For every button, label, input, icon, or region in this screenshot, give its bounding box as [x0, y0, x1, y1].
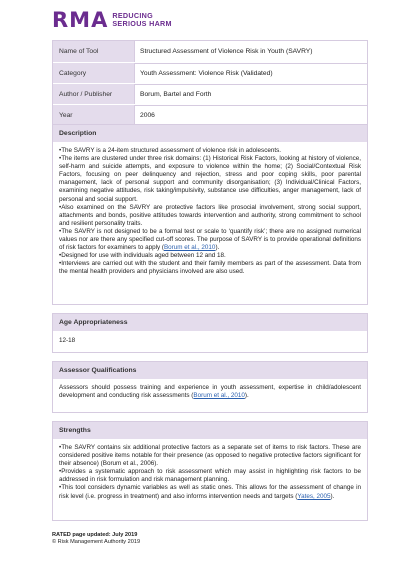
strengths-section — [52, 421, 368, 521]
citation-link[interactable]: Yates, 2005 — [297, 492, 331, 500]
qualifications-body: Assessors should possess training and experience in youth assessment, expertise in child/adolescent development and conducting risk assessments ( — [59, 384, 361, 400]
section-body — [53, 379, 367, 405]
updated-date: RATED page updated: July 2019 — [52, 532, 138, 538]
info-value: Structured Assessment of Violence Risk in Youth (SAVRY) — [134, 41, 367, 62]
description-bullet — [59, 228, 361, 252]
logo-tagline — [112, 12, 172, 28]
description-bullet: •The SAVRY is a 24-item structured assessment of violence risk in adolescents. — [59, 147, 281, 154]
description-bullet: •Also examined on the SAVRY are protective factors like prosocial involvement, strong social support, attachments and bonds, positive attitudes towards intervention and authority, strong commitment to school and resilient personality traits. — [59, 203, 361, 227]
section-heading: Strengths — [53, 422, 367, 439]
header — [52, 9, 172, 31]
bullet-text: •The SAVRY is not designed to be a formal test or scale to ‘quantify risk’; there are no assigned numerical values nor are there any specified cut-off scores. The purpose of SAVRY is to provide operational definitions of risk factors for examiners to apply ( — [59, 227, 361, 252]
strengths-bullet: •The SAVRY contains six additional protective factors as a separate set of items to risk factors. These are considered positive items notable for their presence (as opposed to negative protective factors significant for their absence) (Borum et al., 2006). — [59, 444, 361, 468]
strengths-bullet: •Provides a systematic approach to risk assessment which may assist in highlighting risk factors to be addressed in risk formulation and risk management planning. — [59, 468, 361, 484]
info-row-author — [53, 84, 367, 105]
bullet-text: •This tool considers dynamic variables as well as static ones. This allows for the assessment of change in risk level (i.e. progress in treatment) and also informs intervention needs and targets ( — [59, 484, 361, 500]
info-value: Youth Assessment: Violence Risk (Validated) — [134, 63, 367, 83]
rma-logo: RMA — [52, 8, 109, 32]
info-value: Borum, Bartel and Forth — [134, 84, 367, 104]
info-key: Category — [53, 63, 134, 83]
info-row-name — [53, 41, 367, 63]
age-section — [52, 313, 368, 353]
qualifications-text — [59, 384, 361, 400]
section-body — [53, 142, 367, 282]
tool-info-table — [52, 40, 368, 126]
description-bullet: •Interviews are carried out with the student and their family members as part of the assessment. Data from the mental health providers and physicians involved are also used. — [59, 260, 361, 276]
description-bullet: •Designed for use with individuals aged between 12 and 18. — [59, 252, 226, 260]
logo-tagline-line1: REDUCING — [112, 11, 154, 20]
section-heading: Description — [53, 125, 367, 142]
bullet-text-end: ). — [330, 492, 335, 500]
citation-link[interactable]: Borum et al., 2010 — [193, 392, 245, 400]
section-body — [53, 439, 367, 506]
bullet-text-end: ). — [215, 244, 220, 252]
logo-tagline-line2: SERIOUS HARM — [112, 19, 172, 28]
info-key: Author / Publisher — [53, 84, 134, 104]
citation-link[interactable]: Borum et al., 2010 — [163, 244, 216, 252]
info-key: Name of Tool — [53, 41, 134, 62]
description-section — [52, 124, 368, 305]
copyright: © Risk Management Authority 2019 — [52, 539, 141, 545]
age-value: 12-18 — [59, 337, 76, 344]
strengths-bullet — [59, 484, 361, 500]
info-key: Year — [53, 105, 134, 125]
info-value: 2006 — [134, 105, 367, 125]
info-row-year — [53, 105, 367, 125]
info-row-category — [53, 63, 367, 84]
section-heading: Assessor Qualifications — [53, 362, 367, 379]
qualifications-end: ). — [244, 392, 249, 400]
description-bullet: •The items are clustered under three risk domains: (1) Historical Risk Factors, looking at history of violence, self-harm and suicide attempts, and exposure to violence within the home; (2) Social/Contextual Risk Factors, focusing on peer delinquency and rejection, stress and poor coping skills, poor parental management, lack of personal support and community disorganisation; (3) Individual/Clinical Factors, examining negative attitudes, risk taking/impulsivity, substance use difficulties, anger management, lack of personal and social support. — [59, 155, 361, 203]
qualifications-section — [52, 361, 368, 413]
page-footer — [52, 532, 140, 546]
section-heading: Age Appropriateness — [53, 314, 367, 331]
